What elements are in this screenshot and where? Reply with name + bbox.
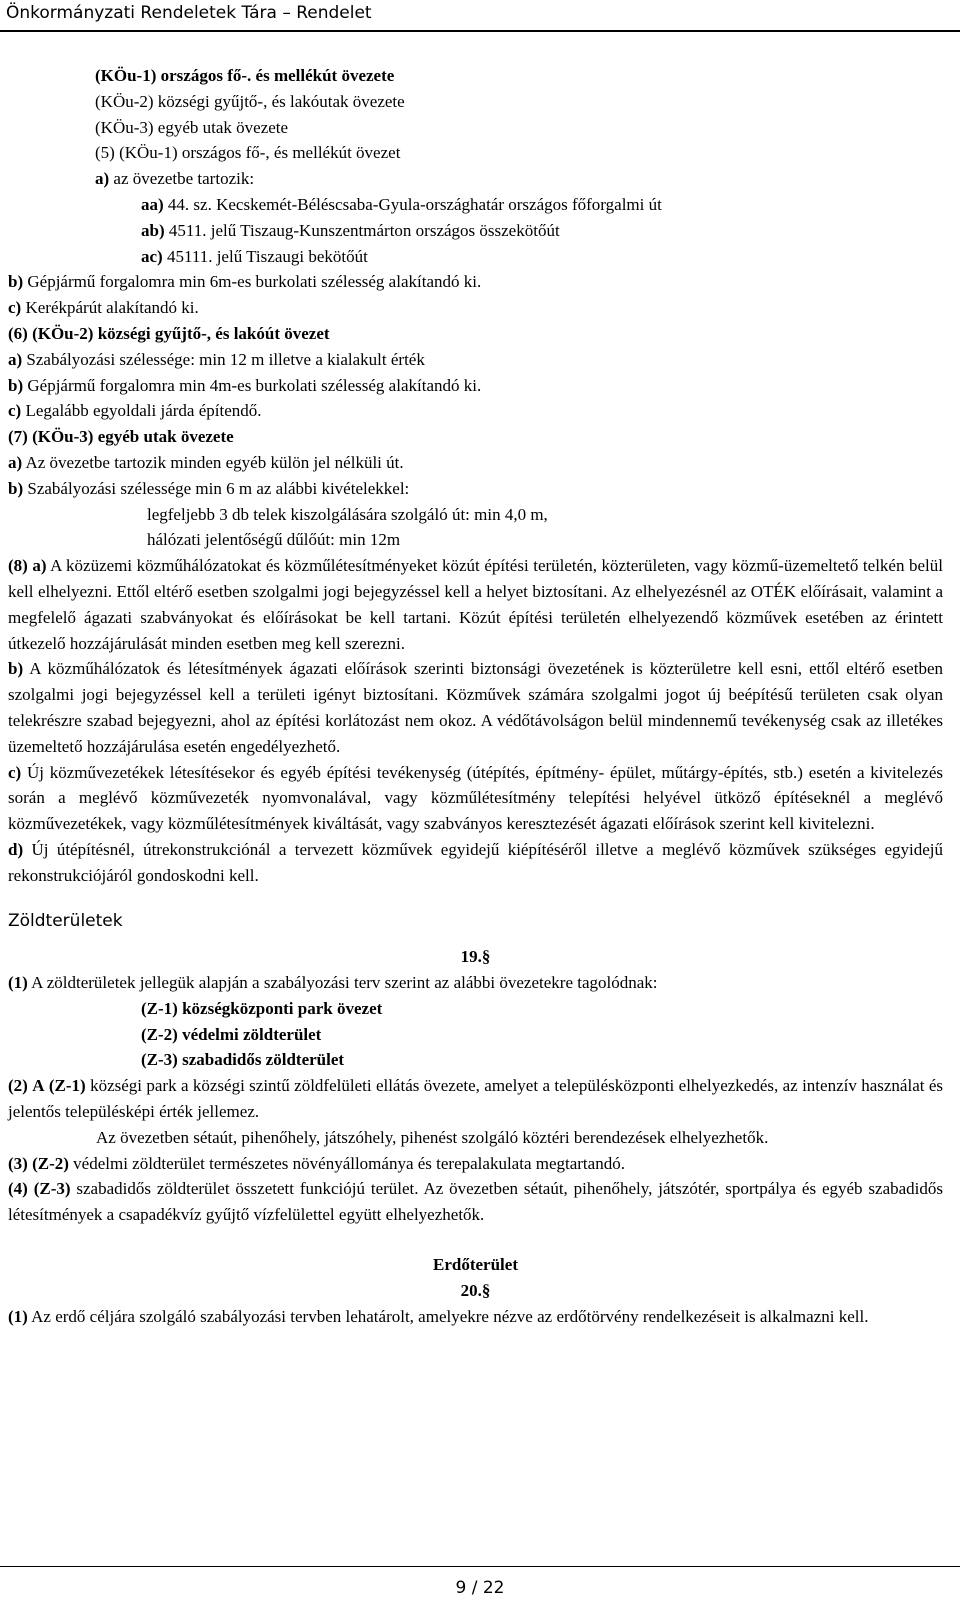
par8-a [8, 553, 943, 656]
item-label: a) [95, 169, 110, 189]
item-text: A közműhálózatok és létesítmények ágazati előírások szerinti biztonsági övezetének is közterületre kell esni, ettől eltérő esetben szolgalmi jogi bejegyzéssel kell a területi igényt biztosítani. Közművek számára szolgalmi jogot új beépítésű területen csak olyan telekrészre szabad bejegyezni, ahol az építési korlátozást nem okoz. A védőtávolságon belül mindennemű tevékenység csak az illetékes üzemeltető hozzájárulása esetén engedélyezhető. [8, 659, 943, 756]
item-text: 45111. jelű Tiszaugi bekötőút [162, 246, 368, 266]
par5-c [8, 295, 943, 321]
green-zone-item: (Z-1) községközponti park övezet [141, 998, 383, 1018]
par-number: (1) [8, 1306, 28, 1326]
green-p1 [8, 970, 943, 996]
item-text: A zöldterületek jellegük alapján a szabályozási terv szerint az alábbi övezetekre tagolódnak: [27, 973, 658, 993]
header-divider [0, 30, 960, 32]
section-number [8, 1278, 943, 1304]
document-body [8, 63, 943, 1329]
item-label: b) [8, 478, 24, 498]
zone-code: (Z-3) [33, 1179, 71, 1199]
spacer [8, 1228, 943, 1252]
item-label: c) [8, 401, 22, 421]
par-number: (8) [8, 556, 28, 576]
par8-b [8, 656, 943, 759]
par-number: (3) [8, 1153, 28, 1173]
green-p3 [8, 1151, 943, 1177]
green-zone-item: (Z-2) védelmi zöldterület [141, 1024, 322, 1044]
par5-ac [8, 244, 943, 270]
item-text: szabadidős zöldterület összetett funkciójú terület. Az övezetben sétaút, pihenőhely, játszótér, sportpálya és egyéb szabadidős létesítmények a csapadékvíz gyűjtő vízfelülettel együtt elhelyezhetők. [8, 1179, 944, 1225]
par7-exception: legfeljebb 3 db telek kiszolgálására szolgáló út: min 4,0 m, [147, 504, 548, 524]
item-text: községi park a községi szintű zöldfelületi ellátás övezete, amelyet a településközponti elhelyezkedés, az intenzív használat és jelentős településképi érték jellemez. [8, 1076, 943, 1122]
item-text: védelmi zöldterület természetes növényállománya és terepalakulata megtartandó. [68, 1153, 625, 1173]
item-text: 44. sz. Kecskemét-Béléscsaba-Gyula-országhatár országos főforgalmi út [163, 194, 662, 214]
item-label: aa) [141, 194, 164, 214]
item-label: a) [8, 349, 23, 369]
header-title: Önkormányzati Rendeletek Tára – Rendelet [6, 3, 372, 23]
item-text: 4511. jelű Tiszaug-Kunszentmárton országos összekötőút [164, 220, 560, 240]
item-text: Új közművezetékek létesítésekor és egyéb építési tevékenység (útépítés, építmény- épület, műtárgy-építés, stb.) esetén a kivitelezés során a meglévő közművezeték nyomvonalával, vagy közműlétesítmény telepítési helyével ütköző építéseknél a meglévő közművezetékek, vagy közműlétesítmények kiváltását, vagy szabványos keresztezését ágazati előírások szerint kell kivitelezni. [8, 762, 943, 834]
par-number: (2) [8, 1076, 28, 1096]
par8-c [8, 760, 943, 837]
item-label: b) [8, 659, 24, 679]
item-text: Szabályozási szélessége: min 12 m illetve a kialakult érték [22, 349, 425, 369]
item-text: Az erdő céljára szolgáló szabályozási tervben lehatárolt, amelyekre nézve az erdőtörvény rendelkezéseit is alkalmazni kell. [27, 1306, 869, 1326]
item-text: Szabályozási szélessége min 6 m az alábbi kivételekkel: [23, 478, 410, 498]
par5-heading: (5) (KÖu-1) országos fő-, és mellékút övezet [95, 143, 401, 163]
item-text: Kerékpárút alakítandó ki. [21, 298, 199, 318]
item-label: ac) [141, 246, 163, 266]
item-text: Új útépítésnél, útrekonstrukciónál a tervezett közművek egyidejű kiépítéséről illetve a meglévő közművek szükséges egyidejű rekonstrukciójáról gondoskodni kell. [8, 839, 943, 885]
par6-b [8, 373, 943, 399]
item-label: c) [8, 762, 22, 782]
zone-list-item: (KÖu-3) egyéb utak övezete [95, 117, 289, 137]
green-p4 [8, 1176, 943, 1228]
item-text: Az övezetbe tartozik minden egyéb külön jel nélküli út. [22, 452, 404, 472]
item-label: a) [8, 452, 23, 472]
par7-a [8, 450, 943, 476]
green-p2-sub: Az övezetben sétaút, pihenőhely, játszóhely, pihenést szolgáló köztéri berendezések elhelyezhetők. [96, 1127, 769, 1147]
par7-b [8, 476, 943, 502]
par5-b [8, 269, 943, 295]
par8-d [8, 837, 943, 889]
zone-code: (Z-1) [48, 1076, 86, 1096]
section-sign: § [481, 947, 491, 967]
item-label: ab) [141, 220, 165, 240]
green-zone-item: (Z-3) szabadidős zöldterület [141, 1050, 345, 1070]
section-title-zoldteruletek: Zöldterületek [8, 910, 123, 931]
item-text: Legalább egyoldali járda építendő. [21, 401, 262, 421]
item-label: c) [8, 298, 22, 318]
item-text: A közüzemi közműhálózatokat és közműlétesítményeket közút építési területén, közterületen, vagy közmű-üzemeltető telkén belül kell elhelyezni. Ettől eltérő esetben szolgalmi jogi bejegyzéssel kell a helyet biztosítani. Az elhelyezésnél az OTÉK előírásait, valamint a megfelelő ágazati szabványokat és előírásokat be kell tartani. Közút építési területén elhelyezendő közművek esetében az érintett útkezelő hozzájárulását minden esetben meg kell szerezni. [8, 556, 943, 653]
page-number: 9 / 22 [455, 1578, 505, 1598]
item-label: d) [8, 839, 24, 859]
par-number: (4) [8, 1179, 28, 1199]
par7-exception: hálózati jelentőségű dűlőút: min 12m [147, 530, 401, 550]
item-label: b) [8, 272, 24, 292]
zone-list-item: (KÖu-2) községi gyűjtő-, és lakóutak övezete [95, 91, 405, 111]
section-num: 20. [460, 1280, 482, 1300]
par6-a [8, 347, 943, 373]
par7-heading: (7) (KÖu-3) egyéb utak övezete [8, 427, 234, 447]
item-text: az övezetbe tartozik: [109, 169, 255, 189]
section-number [8, 944, 943, 970]
item-label: b) [8, 375, 24, 395]
par5-aa [8, 192, 943, 218]
item-text: Gépjármű forgalomra min 4m-es burkolati szélesség alakítandó ki. [23, 375, 482, 395]
par-number: (1) [8, 973, 28, 993]
item-label: a) [32, 556, 47, 576]
zone-list-item: (KÖu-1) országos fő-. és mellékút övezete [95, 66, 395, 85]
footer-divider [0, 1566, 960, 1567]
zone-code: (Z-2) [32, 1153, 69, 1173]
section-title-erdoterulet: Erdőterület [433, 1255, 518, 1275]
par6-heading: (6) (KÖu-2) községi gyűjtő-, és lakóút övezet [8, 323, 330, 343]
section-sign: § [481, 1280, 491, 1300]
par5-ab [8, 218, 943, 244]
page-header [0, 0, 960, 34]
section-num: 19. [460, 947, 482, 967]
forest-p1 [8, 1304, 943, 1330]
par6-c [8, 398, 943, 424]
green-p2 [8, 1073, 943, 1125]
par5-a [8, 166, 943, 192]
par-article: A [32, 1076, 45, 1096]
item-text: Gépjármű forgalomra min 6m-es burkolati szélesség alakítandó ki. [23, 272, 482, 292]
